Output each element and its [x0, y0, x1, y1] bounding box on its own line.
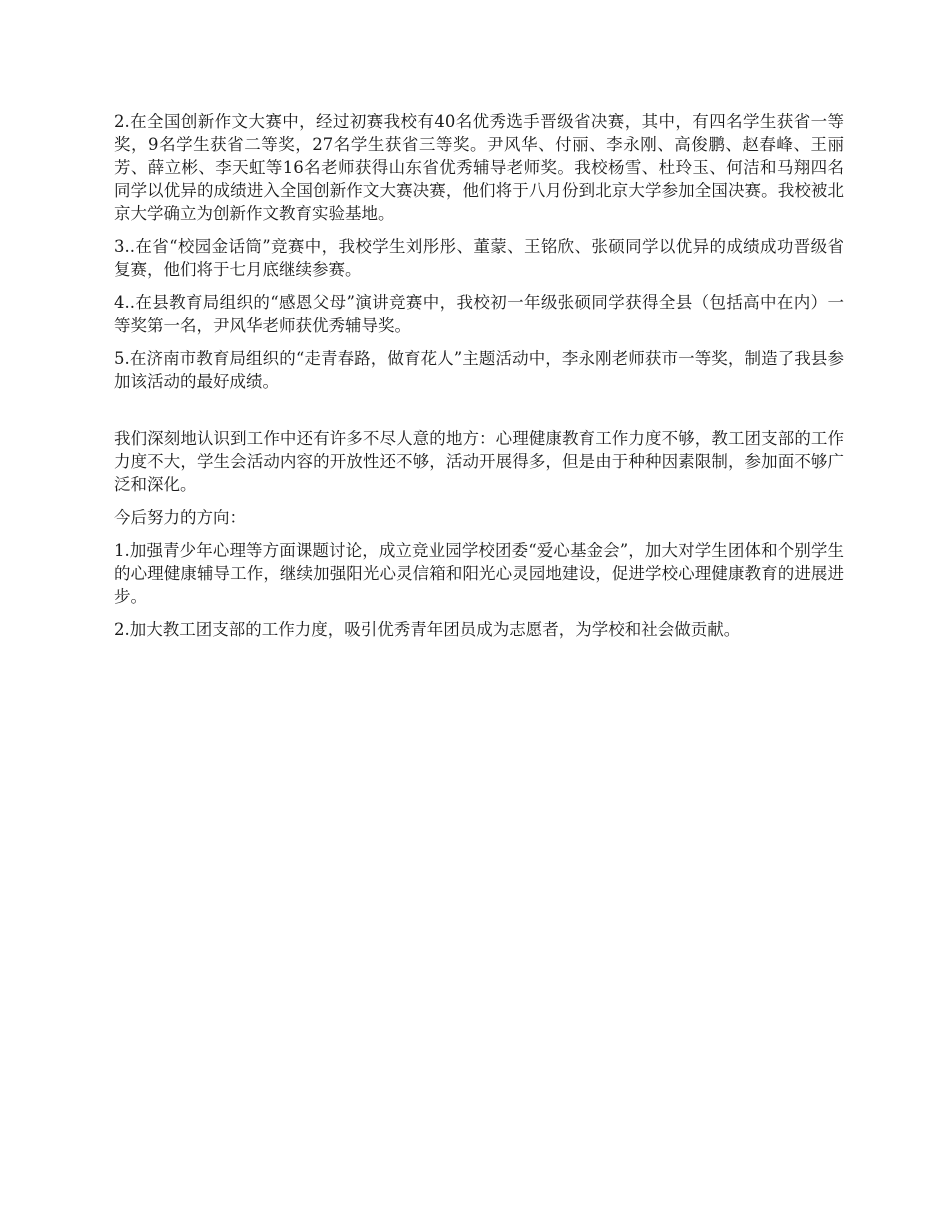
shortcomings-paragraph: 我们深刻地认识到工作中还有许多不尽人意的地方：心理健康教育工作力度不够，教工团支部的工作力度不大，学生会活动内容的开放性还不够，活动开展得多，但是由于种种因素限制，参加面不够广泛和深化。: [114, 429, 844, 494]
direction-item-2: 2.加大教工团支部的工作力度，吸引优秀青年团员成为志愿者，为学校和社会做贡献。: [114, 620, 741, 639]
award-paragraph-national-essay: 2.在全国创新作文大赛中，经过初赛我校有40名优秀选手晋级省决赛，其中，有四名学生获省一等奖，9名学生获省二等奖，27名学生获省三等奖。尹风华、付丽、李永刚、高俊鹏、赵春峰、王丽芳、薛立彬、李天虹等16名老师获得山东省优秀辅导老师奖。我校杨雪、杜玲玉、何洁和马翔四名同学以优异的成绩进入全国创新作文大赛决赛，他们将于八月份到北京大学参加全国决赛。我校被北京大学确立为创新作文教育实验基地。: [114, 112, 844, 223]
direction-item-1: 1.加强青少年心理等方面课题讨论，成立竞业园学校团委“爱心基金会”，加大对学生团体和个别学生的心理健康辅导工作，继续加强阳光心灵信箱和阳光心灵园地建设，促进学校心理健康教育的进展进步。: [114, 541, 844, 606]
award-paragraph-youth-road: 5.在济南市教育局组织的“走青春路，做育花人”主题活动中，李永刚老师获市一等奖，制造了我县参加该活动的最好成绩。: [114, 349, 844, 391]
award-paragraph-golden-microphone: 3..在省“校园金话筒”竞赛中，我校学生刘彤彤、董蒙、王铭欣、张硕同学以优异的成绩成功晋级省复赛，他们将于七月底继续参赛。: [114, 237, 844, 279]
award-paragraph-gratitude-speech: 4..在县教育局组织的“感恩父母”演讲竞赛中，我校初一年级张硕同学获得全县（包括高中在内）一等奖第一名，尹风华老师获优秀辅导奖。: [114, 293, 844, 335]
document-body: [114, 110, 844, 651]
section-spacer: [114, 403, 844, 427]
direction-heading: 今后努力的方向：: [114, 508, 246, 527]
